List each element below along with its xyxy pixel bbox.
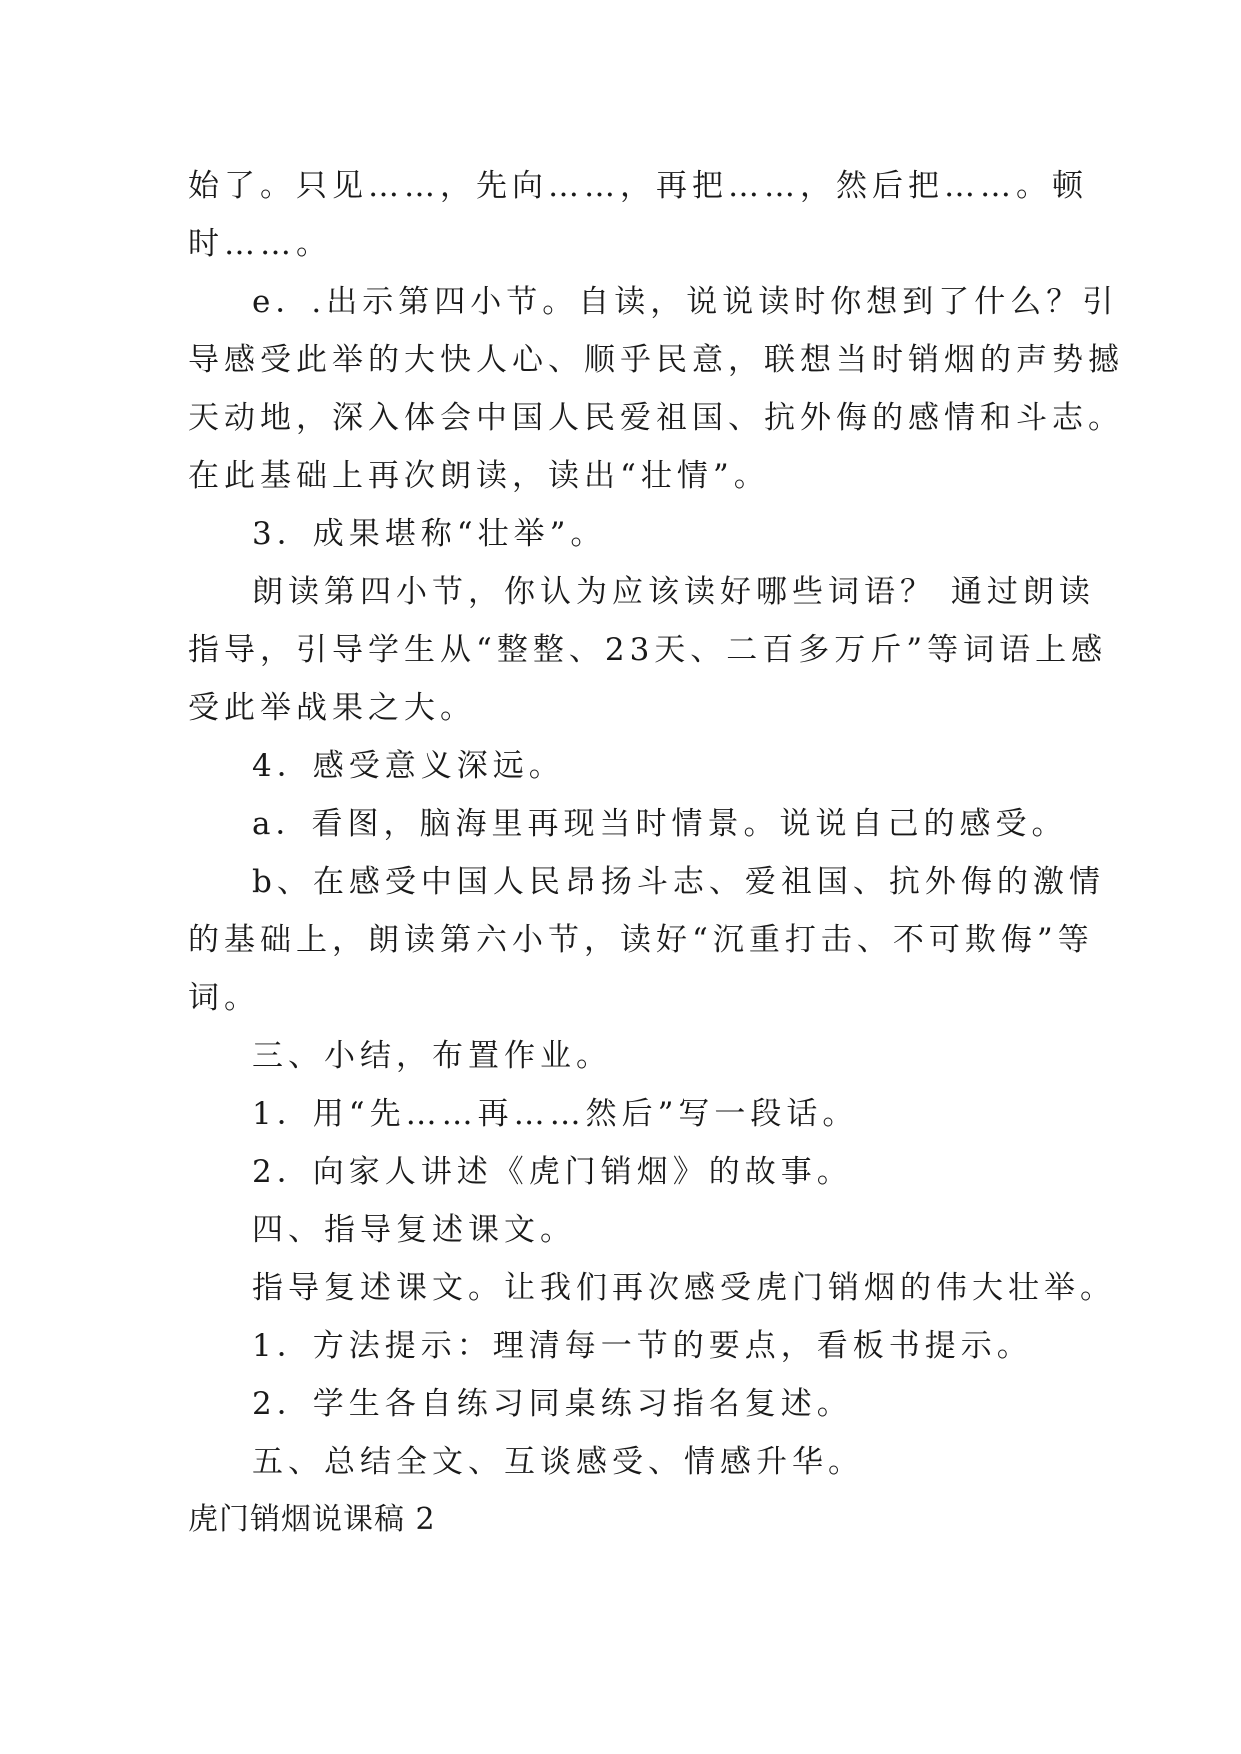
text-line: 天动地，深入体会中国人民爱祖国、抗外侮的感情和斗志。 bbox=[188, 400, 1124, 436]
text-line: 三、小结，布置作业。 bbox=[252, 1038, 612, 1074]
text-line: b、在感受中国人民昂扬斗志、爱祖国、抗外侮的激情 bbox=[252, 864, 1105, 900]
text-line: 始了。只见……，先向……，再把……，然后把……。顿 bbox=[188, 168, 1088, 204]
text-line: 五、总结全文、互谈感受、情感升华。 bbox=[252, 1444, 864, 1480]
text-line: 4．感受意义深远。 bbox=[252, 748, 565, 784]
text-line: 在此基础上再次朗读，读出“壮情”。 bbox=[188, 458, 770, 494]
text-line: 的基础上，朗读第六小节，读好“沉重打击、不可欺侮”等 bbox=[188, 922, 1094, 958]
text-line: 1．方法提示：理清每一节的要点，看板书提示。 bbox=[252, 1328, 1033, 1364]
text-line: 导感受此举的大快人心、顺乎民意，联想当时销烟的声势撼 bbox=[188, 342, 1124, 378]
document-page bbox=[188, 157, 1124, 1549]
text-line: 2．学生各自练习同桌练习指名复述。 bbox=[252, 1386, 853, 1422]
text-line: 1．用“先……再……然后”写一段话。 bbox=[252, 1096, 859, 1132]
text-line: 2．向家人讲述《虎门销烟》的故事。 bbox=[252, 1154, 853, 1190]
text-line: 指导，引导学生从“整整、23天、二百多万斤”等词语上感 bbox=[188, 632, 1108, 668]
text-line: 3．成果堪称“壮举”。 bbox=[252, 516, 607, 552]
text-line: 指导复述课文。让我们再次感受虎门销烟的伟大壮举。 bbox=[252, 1270, 1116, 1306]
section-title: 虎门销烟说课稿 2 bbox=[188, 1502, 436, 1537]
text-line: 时……。 bbox=[188, 226, 332, 262]
text-line: 朗读第四小节，你认为应该读好哪些词语？ 通过朗读 bbox=[252, 574, 1095, 610]
text-line: 受此举战果之大。 bbox=[188, 690, 476, 726]
text-line: 词。 bbox=[188, 980, 260, 1016]
text-line: e．.出示第四小节。自读，说说读时你想到了什么？引 bbox=[252, 284, 1119, 320]
text-line: a．看图，脑海里再现当时情景。说说自己的感受。 bbox=[252, 806, 1068, 842]
text-line: 四、指导复述课文。 bbox=[252, 1212, 576, 1248]
